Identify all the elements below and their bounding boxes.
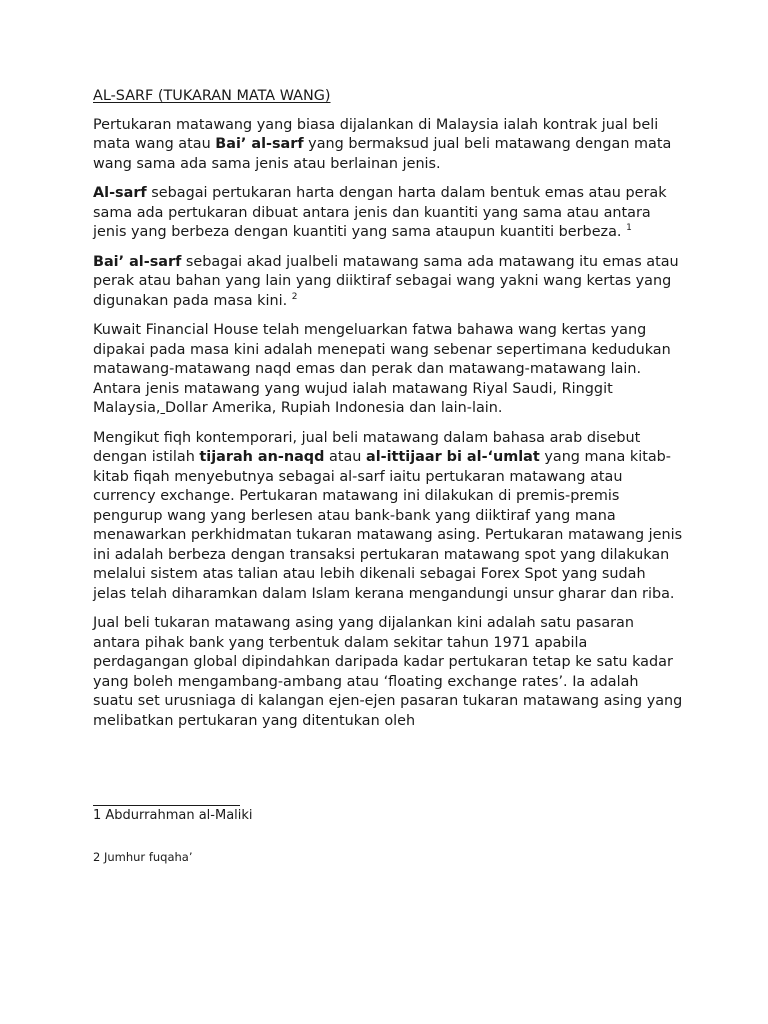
paragraph-6-text-1: Jual beli tukaran matawang asing yang dijalankan kini adalah satu pasaran antara pihak bank yang terbentuk dalam sekitar tahun 1971 apabila perdagangan global dipindahkan daripada kadar pertukaran tetap ke satu kadar yang boleh mengambang-ambang atau ‘floating exchange rates’. Ia adalah suatu set urusniaga di kalangan ejen-ejen pasaran tukaran matawang asing yang melibatkan pertukaran yang ditentukan oleh (93, 615, 683, 729)
paragraph-1-text-2: yang bermaksud jual beli matawang dengan mata wang sama ada sama jenis atau berlainan jenis. (93, 136, 672, 172)
paragraph-1-term-bai-al-sarf: Bai’ al-sarf (215, 136, 304, 152)
paragraph-4 (93, 321, 683, 419)
paragraph-5-term-tijarah-an-naqd: tijarah an-naqd (199, 449, 325, 465)
paragraph-5-term-al-ittijaar: al-ittijaar bi al-‘umlat (365, 449, 540, 465)
paragraph-6 (93, 614, 683, 731)
paragraph-3-text-1: sebagai akad jualbeli matawang sama ada matawang itu emas atau perak atau bahan yang lain yang diiktiraf sebagai wang yakni wang kertas yang digunakan pada masa kini. (93, 253, 679, 309)
paragraph-1-text-1: Pertukaran matawang yang biasa dijalankan di Malaysia ialah kontrak jual beli mata wang atau (93, 116, 659, 152)
paragraph-5-text-1: Mengikut fiqh kontemporari, jual beli matawang dalam bahasa arab disebut dengan istilah (93, 429, 641, 465)
footnote-ref-1: 1 (626, 223, 632, 234)
footnote-2: 2 Jumhur fuqaha’ (93, 850, 193, 864)
footnote-ref-2: 2 (291, 291, 298, 302)
document-body (93, 87, 683, 741)
paragraph-5-text-2: atau (324, 449, 366, 465)
paragraph-4-text-2: Dollar Amerika, Rupiah Indonesia dan lain-lain. (165, 400, 503, 416)
paragraph-3 (93, 253, 683, 312)
footnote-1: 1 Abdurrahman al-Maliki (93, 808, 253, 823)
paragraph-2-term-al-sarf: Al-sarf (93, 185, 147, 201)
paragraph-2-text-1: sebagai pertukaran harta dengan harta dalam bentuk emas atau perak sama ada pertukaran dibuat antara jenis dan kuantiti yang sama atau antara jenis yang berbeza dengan kuantiti yang sama ataupun kuantiti berbeza. (93, 185, 667, 240)
paragraph-3-term-bai-al-sarf: Bai’ al-sarf (93, 253, 182, 270)
paragraph-1 (93, 116, 683, 175)
paragraph-2 (93, 184, 683, 243)
paragraph-5-text-3: yang mana kitab-kitab fiqah menyebutnya sebagai al-sarf iaitu pertukaran matawang atau currency exchange. Pertukaran matawang ini dilakukan di premis-premis pengurup wang yang berlesen atau bank-bank yang diiktiraf yang mana menawarkan perkhidmatan tukaran matawang asing. Pertukaran matawang jenis ini adalah berbeza dengan transaksi pertukaran matawang spot yang dilakukan melalui sistem atas talian atau lebih dikenali sebagai Forex Spot yang sudah jelas telah diharamkan dalam Islam kerana mengandungi unsur gharar dan riba. (93, 449, 683, 602)
document-title: AL-SARF (TUKARAN MATA WANG) (93, 88, 331, 104)
paragraph-5 (93, 429, 683, 605)
footnote-separator (93, 805, 240, 806)
paragraph-4-text-1: Kuwait Financial House telah mengeluarkan fatwa bahawa wang kertas yang dipakai pada masa kini adalah menepati wang sebenar sepertimana kedudukan matawang-matawang naqd emas dan perak dan matawang-matawang lain. Antara jenis matawang yang wujud ialah matawang Riyal Saudi, Ringgit Malaysia, (93, 322, 671, 416)
